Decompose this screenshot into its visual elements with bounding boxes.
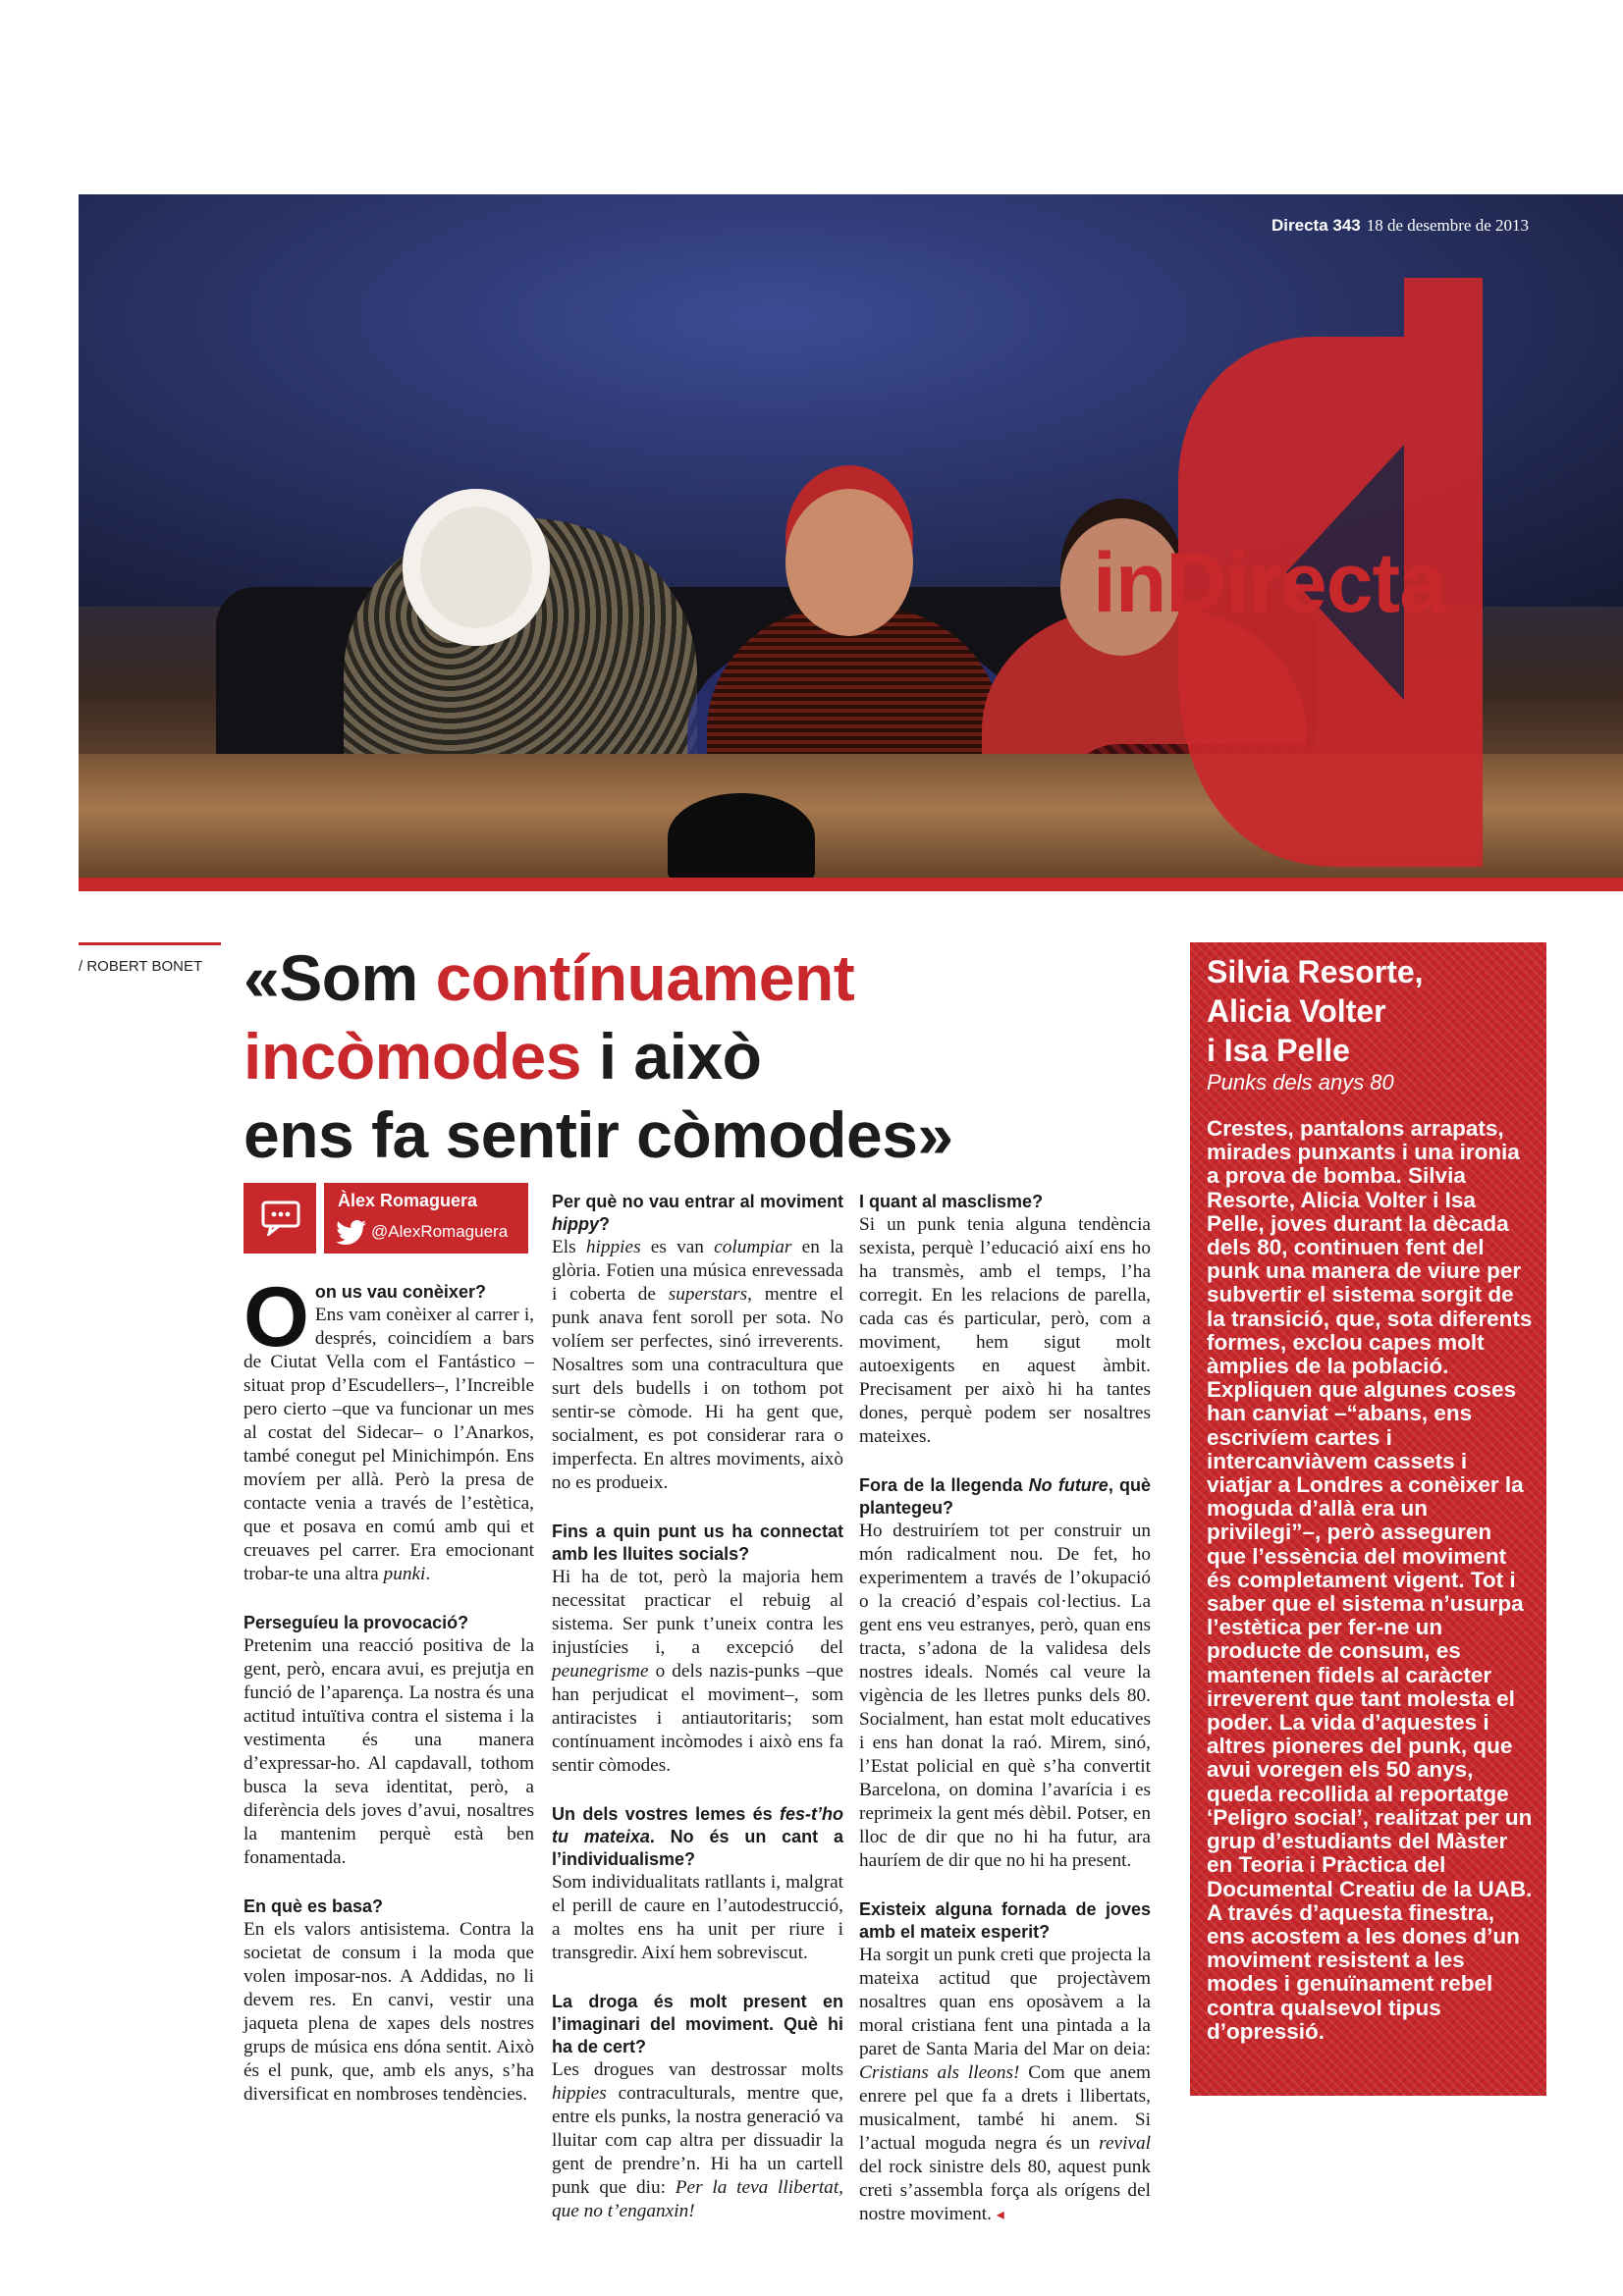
answer-text: del rock sinistre dels 80, aquest punk creti s’assembla força als orígens del nostre moviment. [859, 2157, 1151, 2224]
answer: Pretenim una reacció positiva de la gent, però, encara avui, es prejutja en funció de l’aparença. La nostra és una actitud intuïtiva contra el sistema i la vestimenta és una manera d’expressar-ho. Al capdavall, tothom busca la seva identitat, però, a diferència dels joves d’avui, nosaltres la mantenim perquè està ben fonamentada. [243, 1635, 534, 1868]
question-emphasis: hippy [552, 1214, 599, 1234]
question: I quant al masclisme? [859, 1192, 1044, 1211]
answer [859, 1944, 1151, 2227]
photo-person-middle-head [785, 489, 913, 636]
answer-emphasis: hippies [552, 2083, 607, 2104]
issue-info [1271, 216, 1529, 236]
question-text: Fora de la llegenda [859, 1475, 1029, 1495]
article-column-2 [552, 1191, 843, 2223]
photo-person-left-head [403, 489, 550, 646]
sidebar-title-line: Alicia Volter [1207, 993, 1386, 1029]
author-name: Àlex Romaguera [338, 1191, 478, 1210]
section-bar [79, 878, 1623, 891]
answer: Som individualitats ratllants i, malgrat el perill de caure en l’autodestrucció, a moltes ens ha unit per riure i transgredir. Així hem sobreviscut. [552, 1872, 843, 1963]
question-text: Per què no vau entrar al moviment [552, 1192, 843, 1211]
answer-emphasis: superstars [668, 1284, 748, 1305]
sidebar-body: Crestes, pantalons arrapats, mirades punxants i una ironia a prova de bomba. Silvia Resorte, Alicia Volter i Isa Pelle, joves durant la dècada dels 80, continuen fent del punk una manera de viure per subvertir el sistema sorgit de la transició, que, sota diferents formes, exclou capes molt àmplies de la població. Expliquen que algunes coses han canviat –“abans, ens escrivíem cartes i intercanviàvem cassets i viatjar a Londres a conèixer la moguda d’allà era un privilegi”–, però asseguren que l’essència del moviment és completament vigent. Tot i saber que el sistema n’usurpa l’estètica per fer-ne un producte de consum, es mantenen fidels al caràcter irreverent que tant molesta el poder. La vida d’aquestes i altres pioneres del punk, que avui voregen els 50 anys, queda recollida al reportatge ‘Peligro social’, realitzat per un grup d’estudiants del Màster en Teoria i Pràctica del Documental Creatiu de la UAB. A través d’aquesta finestra, ens acostem a les dones d’un moviment resistent a les modes i genuïnament rebel contra qualsevol tipus d’opressió. [1207, 1116, 1533, 2044]
end-triangle-icon: ◂ [996, 2207, 1004, 2223]
issue-date: 18 de desembre de 2013 [1366, 216, 1529, 235]
answer-text: . [425, 1564, 431, 1584]
question: Fins a quin punt us ha connectat amb les lluites socials? [552, 1522, 843, 1564]
question-emphasis: fes-t’ho tu mateixa [552, 1804, 843, 1846]
section-title: inDirecta [1093, 536, 1446, 630]
answer-emphasis: columpiar [714, 1237, 792, 1257]
headline-highlight: contínuament [435, 941, 855, 1014]
answer [552, 2058, 843, 2223]
question-text: Un dels vostres lemes és [552, 1804, 780, 1824]
question-emphasis: No future [1028, 1475, 1109, 1495]
sidebar-title-line: i Isa Pelle [1207, 1033, 1350, 1068]
article-column-3 [859, 1191, 1151, 2227]
answer-emphasis: Per la teva llibertat, que no t’enganxin! [552, 2177, 843, 2221]
answer-text: en la glòria. Fotien una música enrevessada i coberta de [552, 1237, 843, 1305]
headline [243, 938, 1166, 1174]
question: Existeix alguna fornada de joves amb el mateix esperit? [859, 1899, 1151, 1942]
question-text: ? [599, 1214, 610, 1234]
author-box [243, 1183, 528, 1254]
profile-sidebar [1190, 942, 1546, 2096]
question: on us vau conèixer? [314, 1282, 486, 1302]
answer [552, 1566, 843, 1778]
answer-text: Els [552, 1237, 586, 1257]
photo-credit: / ROBERT BONET [79, 958, 203, 975]
answer-text: , mentre el punk anava fent soroll per sota. No volíem ser perfectes, sinó irreverents. Nosaltres som una contracultura que surt dels budells i on tothom pot sentir-se còmode. Hi ha gent que, socialment, es pot considerar rara o imperfecta. En altres moviments, això no es produeix. [552, 1284, 843, 1493]
photo-boot [668, 793, 815, 881]
answer-emphasis: peunegrisme [552, 1661, 649, 1682]
answer-emphasis: hippies [585, 1237, 641, 1257]
publication-name: Directa 343 [1271, 216, 1361, 235]
answer: En els valors antisistema. Contra la societat de consum i la moda que volen imposar-nos. A Addidas, no li devem res. En canvi, vestir una jaqueta plena de xapes dels nostres grups de música ens dóna sentit. Això és el punk, que, amb els anys, s’ha diversificat en nombroses tendències. [243, 1919, 534, 2105]
answer [552, 1236, 843, 1495]
answer-text: Les drogues van destrossar molts [552, 2059, 843, 2080]
headline-part: «Som [243, 941, 436, 1014]
question [859, 1474, 1151, 1520]
speech-bubble-icon [261, 1201, 300, 1236]
headline-highlight: incòmodes [243, 1020, 581, 1093]
question-text: . No és un cant a l’individualisme? [552, 1827, 843, 1869]
answer-emphasis: punki [383, 1564, 426, 1584]
answer-text: es van [640, 1237, 715, 1257]
headline-part: ens fa sentir còmodes» [243, 1098, 953, 1171]
answer-text: Ens vam conèixer al carrer i, després, coincidíem a bars de Ciutat Vella com el Fantástico –situat prop d’Escudellers–, l’Increible pero cierto –que va funcionar un mes al costat del Sidecar– o l’Anarkos, també conegut pel Minichimpón. Ens movíem per allà. Però la presa de contacte venia a través de l’estètica, que et posava en comú amb qui et creuaves pel carrer. Era emocionant trobar-te una altra [243, 1305, 534, 1584]
question [552, 1191, 843, 1236]
question [552, 1803, 843, 1871]
answer-emphasis: Cristians als lleons! [859, 2062, 1020, 2083]
article-column-1 [243, 1270, 534, 2107]
question: La droga és molt present en l’imaginari del moviment. Què hi ha de cert? [552, 1992, 843, 2056]
answer-text: Hi ha de tot, però la majoria hem necessitat practicar el rebuig al sistema. Ser punk t’uneix contra les injustícies i, a excepció del [552, 1567, 843, 1658]
twitter-bird-icon [336, 1220, 367, 1246]
answer: Ho destruiríem tot per construir un món radicalment nou. De fet, ho experimentem a través de l’okupació o la creació d’espais col·lectius. La gent ens veu estranyes, però, quan ens tracta, s’adona de la validesa dels nostres ideals. Només cal veure la vigència de les lletres punks dels 80. Socialment, han estat molt educatives i ens han donat la raó. Mirem, sinó, l’Estat policial en què s’ha convertit Barcelona, on domina l’avarícia i es reprimeix la gent més dèbil. Potser, en lloc de dir que no hi ha futur, ara hauríem de dir que no hi ha present. [859, 1521, 1151, 1871]
credit-rule [79, 942, 221, 945]
headline-part: i això [580, 1020, 762, 1093]
author-twitter-handle[interactable]: @AlexRomaguera [371, 1222, 509, 1241]
answer-text: Ha sorgit un punk creti que projecta la mateixa actitud que projectàvem nosaltres quan ens oposàvem a la moral cristiana fent una pintada a la paret de Santa Maria del Mar on deia: [859, 1945, 1151, 2059]
drop-cap: O [243, 1270, 309, 1364]
answer: Si un punk tenia alguna tendència sexista, perquè l’educació així ens ho ha transmès, amb el temps, l’ha corregit. En les relacions de parella, cada cas és particular, però, com a moviment, hem sigut molt autoexigents en aquest àmbit. Precisament per això hi ha tantes dones, perquè podem ser nosaltres mateixes. [859, 1214, 1151, 1447]
question-text: , què plantegeu? [859, 1475, 1151, 1518]
answer-emphasis: revival [1099, 2133, 1151, 2154]
answer-text: Com que anem enrere pel que fa a drets i llibertats, musicalment, també hi anem. Si l’actual moguda negra és un [859, 2062, 1151, 2154]
sidebar-subtitle: Punks dels anys 80 [1207, 1070, 1394, 1095]
question: En què es basa? [243, 1896, 384, 1916]
answer-text: contraculturals, mentre que, entre els punks, la nostra generació va lluitar com cap altra per dissuadir la gent de prendre’n. Hi ha un cartell punk que diu: [552, 2083, 843, 2198]
answer-text: o dels nazis-punks –que han perjudicat el moviment–, som antiracistes i antiautoritaris; som contínuament incòmodes i això ens fa sentir còmodes. [552, 1661, 843, 1776]
sidebar-title-line: Silvia Resorte, [1207, 954, 1424, 989]
question: Perseguíeu la provocació? [243, 1613, 469, 1632]
sidebar-title [1207, 952, 1424, 1070]
